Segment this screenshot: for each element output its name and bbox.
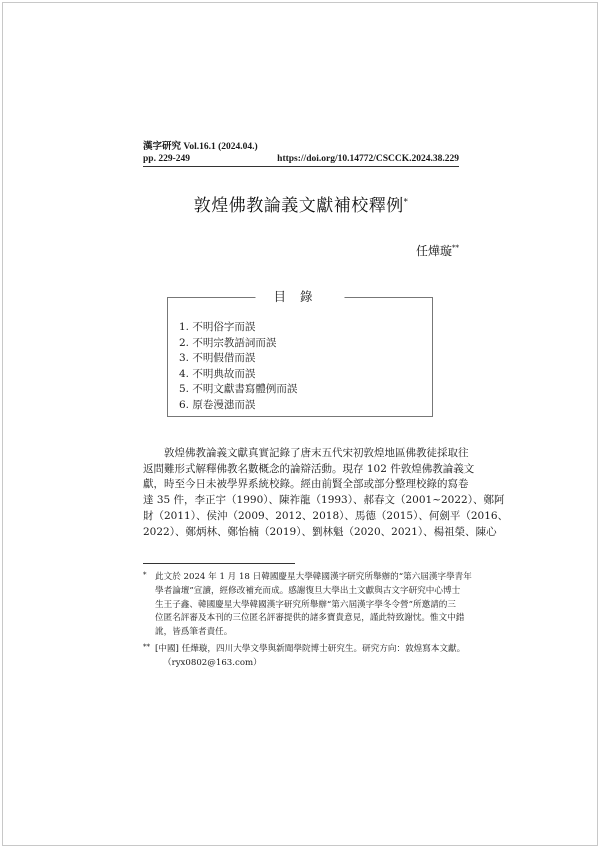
footnote-author-affiliation [143,642,466,671]
table-of-contents [167,289,433,417]
running-header [143,141,459,165]
toc-list [179,320,297,414]
author-name: 任燁璇 [415,244,452,258]
body-paragraph [143,446,509,540]
paper-title [143,191,459,216]
body-line: 敦煌佛教論義文獻真實記錄了唐末五代宋初敦煌地區佛教徒採取往 [143,447,469,459]
toc-item[interactable]: 4. 不明典故而誤 [179,367,256,380]
author-footnote-mark[interactable]: ** [452,244,459,252]
paper-title-text: 敦煌佛教論義文獻補校釋例 [193,196,404,216]
title-footnote-mark[interactable]: * [403,197,409,207]
page-border [2,2,598,846]
footnote-line: 生王子鑫、韓國慶星大學韓國漢字研究所舉辦“第六屆漢字學冬令營”所邀請的三 [155,599,456,610]
footnote-mark: ** [143,642,150,651]
footnote-line: 位匿名評審及本刊的三位匿名評審提供的諸多寶貴意見，謹此特致謝忱。惟文中錯 [155,613,465,624]
body-line: 財（2011）、侯沖（2009、2012、2018）、馬德（2015）、何劍平（2016、 [143,509,509,522]
toc-item[interactable]: 2. 不明宗教語詞而誤 [179,336,277,349]
footnote-mark: * [143,571,147,579]
toc-item[interactable]: 6. 原卷漫漶而誤 [179,398,256,411]
body-line: 返問難形式解釋佛教名數概念的論辯活動。現存 102 件敦煌佛教論義文 [143,462,475,475]
footnote-line: 此文於 2024 年 1 月 18 日韓國慶星大學韓國漢字研究所舉辦的“第六屆漢字學青年 [155,572,472,582]
footnote-line: [中國] 任燁璇，四川大學文學與新聞學院博士研究生。研究方向：敦煌寫本文獻。 [155,643,466,654]
footnotes [143,571,472,674]
toc-item[interactable]: 5. 不明文獻書寫體例而誤 [179,383,298,396]
footnote-line: 學者論壇”宣讀，經修改補充而成。感謝復旦大學出土文獻與古文字研究中心博士 [155,585,461,596]
page-range: pp. 229-249 [143,154,190,164]
footnote-rule [143,563,295,564]
body-line: 2022）、鄭炳林、鄭怡楠（2019）、劉林魁（2020、2021）、楊祖榮、陳心 [143,525,497,538]
toc-item[interactable]: 1. 不明俗字而誤 [179,321,256,333]
toc-heading: 目錄 [255,289,344,305]
doi-link[interactable]: https://doi.org/10.14772/CSCCK.2024.38.229 [277,154,459,164]
author-email[interactable]: （ryx0802@163.com） [163,657,262,668]
footnote-acknowledgement [143,571,472,640]
footnote-line: 訛，皆爲筆者責任。 [155,627,233,638]
author-line [416,242,459,259]
toc-item[interactable]: 3. 不明假借而誤 [179,352,256,365]
header-rule [143,166,459,167]
journal-info: 漢字研究 Vol.16.1 (2024.04.) [143,142,258,152]
body-line: 獻，時至今日未被學界系統校錄。經由前賢全部或部分整理校錄的寫卷 [143,478,469,491]
body-line: 達 35 件，李正宇（1990）、陳祚龍（1993）、郝春文（2001~2022）、鄭阿 [143,494,505,507]
